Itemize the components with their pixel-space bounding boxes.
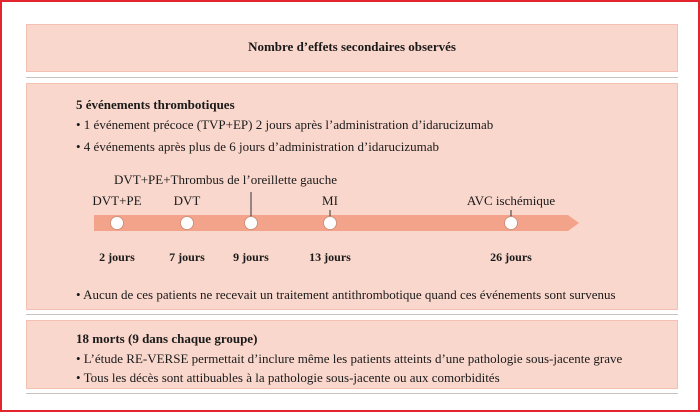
deaths-bullet-cause: • Tous les décès sont attibuables à la pathologie sous-jacente ou aux comorbidités [76, 370, 500, 385]
figure-title: Nombre d’effets secondaires observés [248, 39, 456, 54]
deaths-bullet-study: • L’étude RE-VERSE permettait d’inclure même les patients atteints d’une pathologie sous-jacente grave [76, 351, 623, 366]
events-bullet-early: • 1 événement précoce (TVP+EP) 2 jours après l’administration d’idarucizumab [76, 117, 494, 132]
header-panel [26, 24, 678, 72]
day-label: 9 jours [233, 250, 269, 264]
timeline-marker [505, 217, 518, 230]
event-label: DVT [173, 193, 201, 208]
deaths-panel [26, 320, 678, 389]
event-label: DVT+PE+Thrombus de l’oreillette gauche [114, 172, 337, 187]
event-label: AVC ischémique [466, 193, 556, 208]
thrombotic-events-panel [26, 83, 678, 310]
deaths-heading: 18 morts (9 dans chaque groupe) [76, 331, 258, 346]
divider [26, 393, 678, 394]
event-label: MI [322, 193, 338, 208]
events-bullet-late: • 4 événements après plus de 6 jours d’administration d’idarucizumab [76, 139, 440, 154]
day-label: 13 jours [309, 250, 351, 264]
timeline-marker [181, 217, 194, 230]
events-heading: 5 événements thrombotiques [76, 97, 235, 112]
divider [26, 77, 678, 78]
timeline-diagram [26, 83, 678, 310]
timeline-marker [245, 217, 258, 230]
timeline-marker [111, 217, 124, 230]
events-note: • Aucun de ces patients ne recevait un traitement antithrombotique quand ces événements sont survenus [76, 287, 616, 302]
day-label: 26 jours [490, 250, 532, 264]
day-label: 7 jours [169, 250, 205, 264]
divider [26, 314, 678, 315]
timeline-marker [324, 217, 337, 230]
day-label: 2 jours [99, 250, 135, 264]
event-label: DVT+PE [92, 193, 142, 208]
